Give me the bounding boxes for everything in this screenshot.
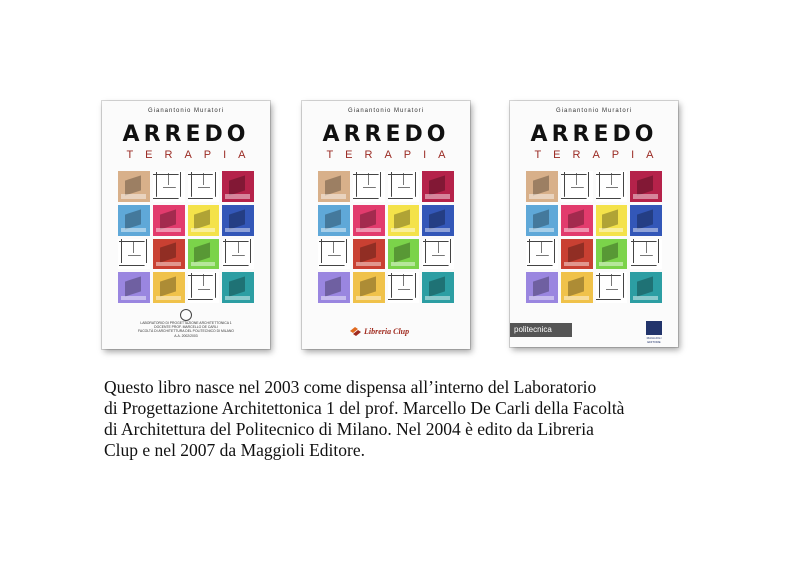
caption-line: Clup e nel 2007 da Maggioli Editore. <box>104 440 365 460</box>
floor-plan-image <box>353 171 385 202</box>
cover-subtitle: TERAPIA <box>326 149 458 161</box>
room-render-image <box>422 205 454 236</box>
room-render-image <box>118 205 150 236</box>
room-render-image <box>188 205 220 236</box>
cover-subtitle: TERAPIA <box>126 149 258 161</box>
book-cover-3 <box>510 101 678 347</box>
room-render-image <box>630 205 662 236</box>
floor-plan-image <box>422 239 454 270</box>
room-render-image <box>188 239 220 270</box>
cover-image-grid <box>118 171 254 303</box>
floor-plan-image <box>526 239 558 270</box>
maggioli-logo-icon <box>646 321 662 335</box>
cover-footer-line: A.A. 2002/2003 <box>174 333 198 338</box>
room-render-image <box>388 239 420 270</box>
room-render-image <box>353 205 385 236</box>
room-render-image <box>388 205 420 236</box>
room-render-image <box>422 171 454 202</box>
room-render-image <box>422 272 454 303</box>
room-render-image <box>222 171 254 202</box>
room-render-image <box>561 205 593 236</box>
cover-footer <box>114 321 258 338</box>
cover-title: ARREDO <box>122 122 250 147</box>
room-render-image <box>630 171 662 202</box>
cover-title: ARREDO <box>530 122 658 147</box>
floor-plan-image <box>630 239 662 270</box>
cover-footer-line: LABORATORIO DI PROGETTAZIONE ARCHITETTONICA 1 <box>140 321 232 325</box>
floor-plan-image <box>388 171 420 202</box>
cover-author: Gianantonio Muratori <box>147 108 225 114</box>
room-render-image <box>561 239 593 270</box>
room-render-image <box>526 205 558 236</box>
cover-title: ARREDO <box>322 122 450 147</box>
room-render-image <box>318 205 350 236</box>
cover-image-grid <box>526 171 662 303</box>
caption-line: di Progettazione Architettonica 1 del prof. Marcello De Carli della Facoltà <box>104 398 625 418</box>
room-render-image <box>526 272 558 303</box>
room-render-image <box>153 272 185 303</box>
room-render-image <box>118 272 150 303</box>
floor-plan-image <box>318 239 350 270</box>
room-render-image <box>318 272 350 303</box>
floor-plan-image <box>222 239 254 270</box>
university-seal-icon <box>180 309 192 321</box>
cover-subtitle: TERAPIA <box>534 149 666 161</box>
cover-footer-line: FACOLTÀ DI ARCHITETTURA DEL POLITECNICO DI MILANO <box>138 329 234 334</box>
floor-plan-image <box>596 272 628 303</box>
caption-line: Questo libro nasce nel 2003 come dispensa all’interno del Laboratorio <box>104 377 597 397</box>
room-render-image <box>118 171 150 202</box>
caption-line: di Architettura del Politecnico di Milano. Nel 2004 è edito da Libreria <box>104 419 594 439</box>
maggioli-logo-label: MAGGIOLI EDITORE <box>646 336 662 344</box>
cover-image-grid <box>318 171 454 303</box>
room-render-image <box>630 272 662 303</box>
room-render-image <box>526 171 558 202</box>
floor-plan-image <box>188 272 220 303</box>
clup-logo-icon <box>350 327 361 336</box>
room-render-image <box>153 239 185 270</box>
floor-plan-image <box>596 171 628 202</box>
cover-author: Gianantonio Muratori <box>555 108 633 114</box>
cover-footer-line: DOCENTE PROF. MARCELLO DE CARLI <box>154 325 218 330</box>
cover-author: Gianantonio Muratori <box>347 108 425 114</box>
room-render-image <box>318 171 350 202</box>
floor-plan-image <box>388 272 420 303</box>
room-render-image <box>596 239 628 270</box>
floor-plan-image <box>561 171 593 202</box>
floor-plan-image <box>153 171 185 202</box>
room-render-image <box>222 272 254 303</box>
room-render-image <box>353 272 385 303</box>
room-render-image <box>153 205 185 236</box>
room-render-image <box>222 205 254 236</box>
floor-plan-image <box>188 171 220 202</box>
book-cover-1 <box>102 101 270 349</box>
publisher-name: Libreria Clup <box>364 327 410 336</box>
description-caption <box>104 377 704 461</box>
floor-plan-image <box>118 239 150 270</box>
room-render-image <box>596 205 628 236</box>
room-render-image <box>353 239 385 270</box>
publisher-series: politecnica <box>510 323 572 337</box>
book-cover-2 <box>302 101 470 349</box>
room-render-image <box>561 272 593 303</box>
